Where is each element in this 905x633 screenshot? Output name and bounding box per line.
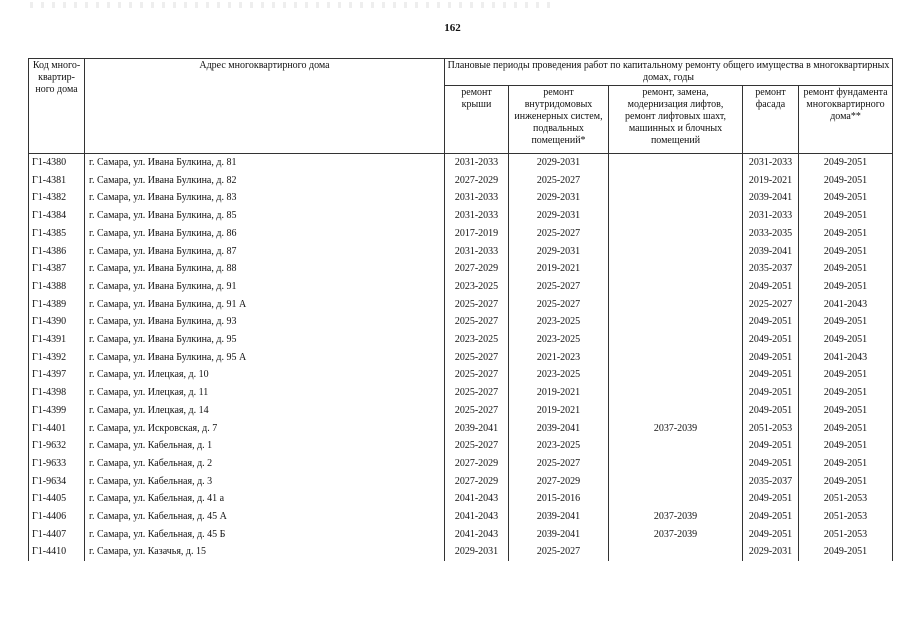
cell-foundation: 2041-2043 xyxy=(799,296,893,314)
cell-roof: 2029-2031 xyxy=(445,543,509,561)
cell-roof: 2025-2027 xyxy=(445,313,509,331)
cell-foundation: 2049-2051 xyxy=(799,543,893,561)
table-row xyxy=(29,243,893,261)
cell-elevators xyxy=(609,331,743,349)
cell-foundation: 2049-2051 xyxy=(799,189,893,207)
cell-engineering: 2023-2025 xyxy=(509,331,609,349)
cell-elevators xyxy=(609,154,743,172)
cell-facade: 2049-2051 xyxy=(743,455,799,473)
cell-engineering: 2023-2025 xyxy=(509,437,609,455)
cell-code: Г1-4406 xyxy=(29,508,85,526)
cell-foundation: 2051-2053 xyxy=(799,508,893,526)
cell-elevators xyxy=(609,543,743,561)
table-row xyxy=(29,455,893,473)
cell-roof: 2025-2027 xyxy=(445,384,509,402)
header-address: Адрес многоквартирного дома xyxy=(85,59,445,154)
cell-roof: 2041-2043 xyxy=(445,490,509,508)
cell-elevators: 2037-2039 xyxy=(609,420,743,438)
cell-roof: 2025-2027 xyxy=(445,349,509,367)
cell-foundation: 2049-2051 xyxy=(799,366,893,384)
cell-address: г. Самара, ул. Ивана Булкина, д. 82 xyxy=(85,172,445,190)
cell-elevators: 2037-2039 xyxy=(609,508,743,526)
cell-facade: 2031-2033 xyxy=(743,207,799,225)
cell-elevators xyxy=(609,225,743,243)
header-code: Код много- квартир- ного дома xyxy=(29,59,85,154)
cell-facade: 2031-2033 xyxy=(743,154,799,172)
cell-foundation: 2049-2051 xyxy=(799,384,893,402)
cell-elevators xyxy=(609,189,743,207)
cell-engineering: 2025-2027 xyxy=(509,278,609,296)
cell-engineering: 2025-2027 xyxy=(509,225,609,243)
cell-foundation: 2049-2051 xyxy=(799,243,893,261)
cell-elevators xyxy=(609,384,743,402)
cell-facade: 2049-2051 xyxy=(743,526,799,544)
cell-address: г. Самара, ул. Ивана Булкина, д. 95 xyxy=(85,331,445,349)
cell-address: г. Самара, ул. Искровская, д. 7 xyxy=(85,420,445,438)
cell-code: Г1-4391 xyxy=(29,331,85,349)
cell-roof: 2041-2043 xyxy=(445,508,509,526)
table-row xyxy=(29,384,893,402)
cell-roof: 2031-2033 xyxy=(445,207,509,225)
cell-foundation: 2049-2051 xyxy=(799,313,893,331)
cell-engineering: 2029-2031 xyxy=(509,243,609,261)
cell-facade: 2049-2051 xyxy=(743,366,799,384)
cell-code: Г1-4382 xyxy=(29,189,85,207)
cell-roof: 2025-2027 xyxy=(445,366,509,384)
cell-address: г. Самара, ул. Кабельная, д. 1 xyxy=(85,437,445,455)
cell-foundation: 2041-2043 xyxy=(799,349,893,367)
cell-address: г. Самара, ул. Ивана Булкина, д. 93 xyxy=(85,313,445,331)
cell-engineering: 2025-2027 xyxy=(509,296,609,314)
cell-roof: 2025-2027 xyxy=(445,402,509,420)
cell-engineering: 2029-2031 xyxy=(509,207,609,225)
cell-foundation: 2049-2051 xyxy=(799,278,893,296)
cell-code: Г1-4381 xyxy=(29,172,85,190)
cell-facade: 2049-2051 xyxy=(743,402,799,420)
cell-address: г. Самара, ул. Ивана Булкина, д. 91 xyxy=(85,278,445,296)
table-row xyxy=(29,172,893,190)
scan-artifact xyxy=(30,2,550,8)
cell-code: Г1-4387 xyxy=(29,260,85,278)
cell-facade: 2025-2027 xyxy=(743,296,799,314)
cell-engineering: 2039-2041 xyxy=(509,508,609,526)
table-row xyxy=(29,490,893,508)
cell-address: г. Самара, ул. Ивана Булкина, д. 91 А xyxy=(85,296,445,314)
cell-code: Г1-4389 xyxy=(29,296,85,314)
cell-roof: 2023-2025 xyxy=(445,331,509,349)
cell-roof: 2039-2041 xyxy=(445,420,509,438)
cell-elevators xyxy=(609,296,743,314)
cell-address: г. Самара, ул. Ивана Булкина, д. 83 xyxy=(85,189,445,207)
table-row xyxy=(29,154,893,172)
cell-elevators xyxy=(609,490,743,508)
cell-elevators xyxy=(609,437,743,455)
cell-engineering: 2039-2041 xyxy=(509,526,609,544)
cell-address: г. Самара, ул. Ивана Булкина, д. 85 xyxy=(85,207,445,225)
cell-address: г. Самара, ул. Кабельная, д. 45 А xyxy=(85,508,445,526)
cell-elevators xyxy=(609,366,743,384)
cell-roof: 2027-2029 xyxy=(445,172,509,190)
cell-address: г. Самара, ул. Ивана Булкина, д. 95 А xyxy=(85,349,445,367)
cell-elevators xyxy=(609,313,743,331)
cell-facade: 2035-2037 xyxy=(743,473,799,491)
table-row xyxy=(29,296,893,314)
cell-elevators xyxy=(609,455,743,473)
cell-code: Г1-4390 xyxy=(29,313,85,331)
cell-engineering: 2029-2031 xyxy=(509,154,609,172)
cell-facade: 2049-2051 xyxy=(743,278,799,296)
cell-elevators xyxy=(609,260,743,278)
cell-roof: 2041-2043 xyxy=(445,526,509,544)
cell-code: Г1-4380 xyxy=(29,154,85,172)
table-row xyxy=(29,508,893,526)
table-row xyxy=(29,366,893,384)
cell-engineering: 2039-2041 xyxy=(509,420,609,438)
cell-code: Г1-4399 xyxy=(29,402,85,420)
cell-address: г. Самара, ул. Кабельная, д. 3 xyxy=(85,473,445,491)
cell-engineering: 2015-2016 xyxy=(509,490,609,508)
table-row xyxy=(29,278,893,296)
capital-repair-table xyxy=(28,58,893,561)
cell-facade: 2049-2051 xyxy=(743,508,799,526)
table-row xyxy=(29,225,893,243)
cell-code: Г1-4405 xyxy=(29,490,85,508)
cell-address: г. Самара, ул. Илецкая, д. 10 xyxy=(85,366,445,384)
cell-foundation: 2049-2051 xyxy=(799,207,893,225)
cell-foundation: 2049-2051 xyxy=(799,402,893,420)
cell-facade: 2051-2053 xyxy=(743,420,799,438)
table-body xyxy=(29,154,893,562)
cell-foundation: 2049-2051 xyxy=(799,473,893,491)
cell-code: Г1-4398 xyxy=(29,384,85,402)
table-row xyxy=(29,331,893,349)
cell-code: Г1-4392 xyxy=(29,349,85,367)
table-row xyxy=(29,420,893,438)
cell-elevators xyxy=(609,207,743,225)
cell-address: г. Самара, ул. Илецкая, д. 11 xyxy=(85,384,445,402)
table-row xyxy=(29,402,893,420)
cell-engineering: 2025-2027 xyxy=(509,543,609,561)
cell-facade: 2033-2035 xyxy=(743,225,799,243)
cell-roof: 2031-2033 xyxy=(445,189,509,207)
cell-engineering: 2019-2021 xyxy=(509,384,609,402)
header-roof: ремонт крыши xyxy=(445,86,509,154)
cell-foundation: 2049-2051 xyxy=(799,455,893,473)
cell-engineering: 2025-2027 xyxy=(509,455,609,473)
cell-roof: 2025-2027 xyxy=(445,437,509,455)
header-facade: ремонт фасада xyxy=(743,86,799,154)
cell-facade: 2049-2051 xyxy=(743,331,799,349)
cell-address: г. Самара, ул. Ивана Булкина, д. 86 xyxy=(85,225,445,243)
cell-foundation: 2049-2051 xyxy=(799,154,893,172)
cell-elevators xyxy=(609,402,743,420)
cell-facade: 2039-2041 xyxy=(743,189,799,207)
cell-foundation: 2049-2051 xyxy=(799,420,893,438)
cell-code: Г1-4386 xyxy=(29,243,85,261)
cell-elevators xyxy=(609,243,743,261)
cell-code: Г1-4407 xyxy=(29,526,85,544)
cell-engineering: 2023-2025 xyxy=(509,366,609,384)
cell-address: г. Самара, ул. Илецкая, д. 14 xyxy=(85,402,445,420)
header-elevators: ремонт, замена, модернизация лифтов, ремонт лифтовых шахт, машинных и блочных помещений xyxy=(609,86,743,154)
cell-facade: 2049-2051 xyxy=(743,313,799,331)
cell-foundation: 2049-2051 xyxy=(799,172,893,190)
cell-facade: 2019-2021 xyxy=(743,172,799,190)
cell-foundation: 2049-2051 xyxy=(799,260,893,278)
table-row xyxy=(29,437,893,455)
table-row xyxy=(29,526,893,544)
cell-roof: 2031-2033 xyxy=(445,243,509,261)
cell-code: Г1-4397 xyxy=(29,366,85,384)
table-row xyxy=(29,207,893,225)
cell-elevators xyxy=(609,172,743,190)
cell-engineering: 2021-2023 xyxy=(509,349,609,367)
header-engineering: ремонт внутридомовых инженерных систем, подвальных помещений* xyxy=(509,86,609,154)
cell-engineering: 2023-2025 xyxy=(509,313,609,331)
cell-elevators xyxy=(609,473,743,491)
cell-roof: 2023-2025 xyxy=(445,278,509,296)
cell-code: Г1-4388 xyxy=(29,278,85,296)
cell-roof: 2017-2019 xyxy=(445,225,509,243)
cell-engineering: 2029-2031 xyxy=(509,189,609,207)
cell-code: Г1-4410 xyxy=(29,543,85,561)
cell-code: Г1-9632 xyxy=(29,437,85,455)
cell-roof: 2027-2029 xyxy=(445,260,509,278)
cell-facade: 2049-2051 xyxy=(743,384,799,402)
cell-address: г. Самара, ул. Кабельная, д. 2 xyxy=(85,455,445,473)
cell-code: Г1-4384 xyxy=(29,207,85,225)
table-row xyxy=(29,543,893,561)
cell-foundation: 2051-2053 xyxy=(799,490,893,508)
table-row xyxy=(29,313,893,331)
cell-foundation: 2049-2051 xyxy=(799,331,893,349)
cell-engineering: 2027-2029 xyxy=(509,473,609,491)
cell-address: г. Самара, ул. Кабельная, д. 41 а xyxy=(85,490,445,508)
cell-address: г. Самара, ул. Ивана Булкина, д. 81 xyxy=(85,154,445,172)
table-row xyxy=(29,189,893,207)
cell-roof: 2025-2027 xyxy=(445,296,509,314)
cell-roof: 2031-2033 xyxy=(445,154,509,172)
page-number: 162 xyxy=(444,22,461,34)
table-row xyxy=(29,349,893,367)
cell-facade: 2049-2051 xyxy=(743,437,799,455)
cell-engineering: 2019-2021 xyxy=(509,260,609,278)
cell-foundation: 2049-2051 xyxy=(799,225,893,243)
cell-code: Г1-9634 xyxy=(29,473,85,491)
cell-elevators: 2037-2039 xyxy=(609,526,743,544)
table-row xyxy=(29,260,893,278)
cell-address: г. Самара, ул. Ивана Булкина, д. 88 xyxy=(85,260,445,278)
cell-elevators xyxy=(609,278,743,296)
cell-roof: 2027-2029 xyxy=(445,455,509,473)
cell-code: Г1-4385 xyxy=(29,225,85,243)
cell-facade: 2035-2037 xyxy=(743,260,799,278)
cell-elevators xyxy=(609,349,743,367)
cell-facade: 2039-2041 xyxy=(743,243,799,261)
cell-engineering: 2025-2027 xyxy=(509,172,609,190)
cell-address: г. Самара, ул. Кабельная, д. 45 Б xyxy=(85,526,445,544)
cell-facade: 2029-2031 xyxy=(743,543,799,561)
cell-facade: 2049-2051 xyxy=(743,490,799,508)
cell-roof: 2027-2029 xyxy=(445,473,509,491)
cell-code: Г1-4401 xyxy=(29,420,85,438)
header-foundation: ремонт фундамента многоквартирного дома** xyxy=(799,86,893,154)
cell-address: г. Самара, ул. Казачья, д. 15 xyxy=(85,543,445,561)
header-periods: Плановые периоды проведения работ по капитальному ремонту общего имущества в многоквартирных домах, годы xyxy=(445,59,893,86)
cell-address: г. Самара, ул. Ивана Булкина, д. 87 xyxy=(85,243,445,261)
cell-foundation: 2051-2053 xyxy=(799,526,893,544)
table-row xyxy=(29,473,893,491)
cell-foundation: 2049-2051 xyxy=(799,437,893,455)
cell-code: Г1-9633 xyxy=(29,455,85,473)
cell-engineering: 2019-2021 xyxy=(509,402,609,420)
cell-facade: 2049-2051 xyxy=(743,349,799,367)
